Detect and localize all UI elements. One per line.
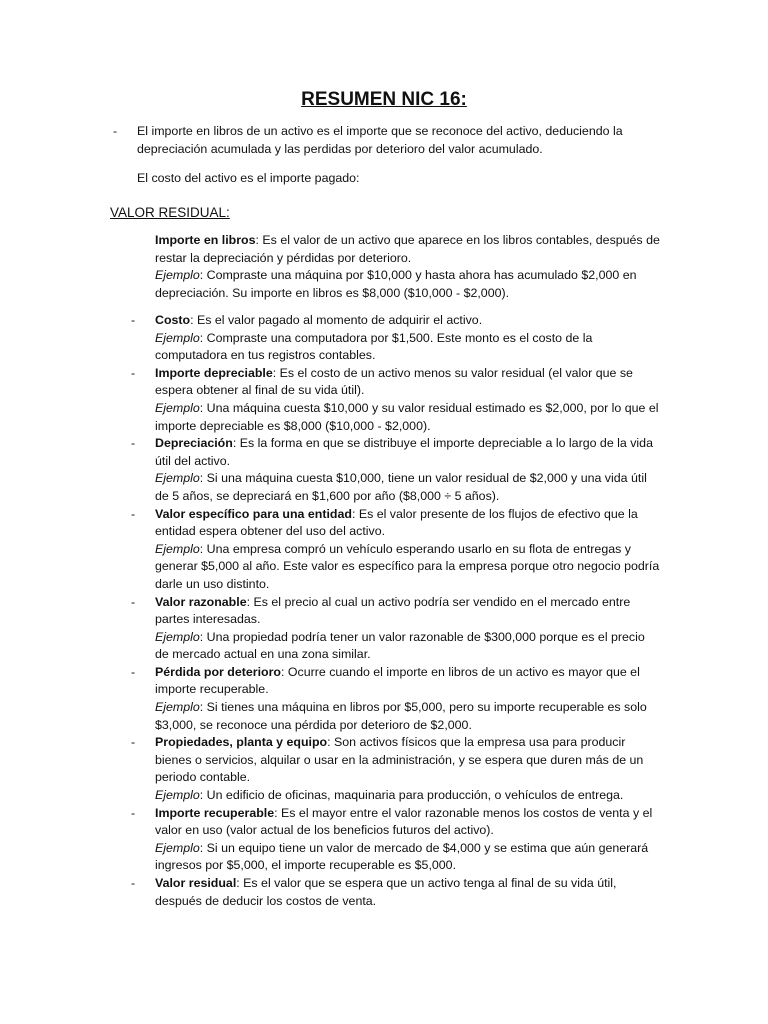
definition-text: : Es el precio al cual un activo podría ser vendido en el mercado entre partes interesadas. <box>155 594 631 627</box>
example-label: Ejemplo <box>155 330 200 345</box>
example-text: : Si una máquina cuesta $10,000, tiene un valor residual de $2,000 y una vida útil de 5 años, se depreciará en $1,600 por año ($8,000 ÷ 5 años). <box>155 471 647 503</box>
definition-term: Propiedades, planta y equipo <box>155 735 328 750</box>
example-line <box>155 400 661 435</box>
example-label: Ejemplo <box>155 400 200 415</box>
definition-term: Importe en libros <box>155 233 256 247</box>
list-bullet: - <box>131 805 136 820</box>
definition-line <box>155 506 661 541</box>
definition-line <box>155 232 660 267</box>
definition-text: : Es el valor que se espera que un activo tenga al final de su vida útil, después de deducir los costos de venta. <box>155 876 617 908</box>
example-text: : Si un equipo tiene un valor de mercado de $4,000 y se estima que aún generará ingresos por $5,000, el importe recuperable es $5,000. <box>155 840 649 873</box>
list-bullet: - <box>131 594 136 609</box>
example-line <box>155 787 661 805</box>
example-line <box>155 541 661 594</box>
example-label: Ejemplo <box>155 268 200 283</box>
definition-item-costo <box>131 312 661 365</box>
definition-text: : Es el costo de un activo menos su valor residual (el valor que se espera obtener al final de su vida útil). <box>155 365 633 398</box>
definition-term: Pérdida por deterioro <box>155 664 281 679</box>
example-text: : Una empresa compró un vehículo esperando usarlo en su flota de entregas y generar $5,000 al año. Este valor es específico para la empresa porque otro negocio podría darle un uso distinto. <box>155 541 660 591</box>
example-text: : Compraste una máquina por $10,000 y hasta ahora has acumulado $2,000 en depreciación. Su importe en libros es $8,000 ($10,000 - $2,000). <box>155 268 637 300</box>
definition-text: : Es el valor presente de los flujos de efectivo que la entidad espera obtener del uso del activo. <box>155 506 638 539</box>
definition-line <box>155 594 661 629</box>
definition-item-propiedades-planta-equipo <box>131 734 661 804</box>
list-bullet: - <box>131 506 136 521</box>
definition-term: Importe recuperable <box>155 805 275 820</box>
definition-term: Valor específico para una entidad <box>155 506 352 521</box>
example-text: : Una propiedad podría tener un valor razonable de $300,000 porque es el precio de mercado actual en una zona similar. <box>155 629 645 662</box>
intro-paragraph <box>113 123 653 158</box>
definition-item-valor-razonable <box>131 594 661 664</box>
example-line <box>155 330 661 365</box>
definition-item-depreciacion <box>131 435 661 505</box>
example-line <box>155 699 661 734</box>
definition-term: Valor residual <box>155 876 237 890</box>
intro-text: El importe en libros de un activo es el importe que se reconoce del activo, deduciendo la depreciación acumulada y las perdidas por deterioro del valor acumulado. <box>137 124 623 156</box>
example-label: Ejemplo <box>155 840 200 855</box>
definition-text: : Es el valor de un activo que aparece en los libros contables, después de restar la depreciación y pérdidas por deterioro. <box>155 233 660 265</box>
definitions-list <box>131 312 661 910</box>
definition-text: : Es el valor pagado al momento de adquirir el activo. <box>190 313 483 327</box>
definition-item-valor-residual <box>131 875 661 910</box>
list-bullet: - <box>131 876 136 890</box>
definition-line <box>155 805 661 840</box>
definition-item-importe-depreciable <box>131 365 661 435</box>
example-text: : Una máquina cuesta $10,000 y su valor residual estimado es $2,000, por lo que el importe depreciable es $8,000 ($10,000 - $2,000). <box>155 400 659 433</box>
definition-importe-en-libros <box>155 232 660 302</box>
definition-term: Depreciación <box>155 436 233 451</box>
example-line <box>155 267 660 302</box>
example-label: Ejemplo <box>155 629 200 644</box>
definition-item-perdida-por-deterioro <box>131 664 661 734</box>
definition-term: Importe depreciable <box>155 365 273 380</box>
list-bullet: - <box>131 313 136 327</box>
definition-line <box>155 435 661 470</box>
definition-text: : Es el mayor entre el valor razonable menos los costos de venta y el valor en uso (valor actual de los beneficios futuros del activo). <box>155 805 653 838</box>
definition-line <box>155 734 661 787</box>
definition-term: Costo <box>155 313 191 327</box>
list-bullet: - <box>131 735 136 750</box>
definition-line <box>155 875 661 910</box>
definition-line <box>155 312 661 330</box>
definition-term: Valor razonable <box>155 594 247 609</box>
definition-item-importe-recuperable <box>131 805 661 875</box>
cost-line: El costo del activo es el importe pagado: <box>137 171 360 185</box>
example-label: Ejemplo <box>155 700 200 715</box>
example-label: Ejemplo <box>155 541 200 556</box>
definition-text: : Ocurre cuando el importe en libros de un activo es mayor que el importe recuperable. <box>155 664 640 697</box>
example-line <box>155 840 661 875</box>
list-bullet: - <box>131 365 136 380</box>
example-line <box>155 629 661 664</box>
example-label: Ejemplo <box>155 471 200 486</box>
list-bullet: - <box>131 436 136 451</box>
definition-line <box>155 664 661 699</box>
example-text: : Un edificio de oficinas, maquinaria para producción, o vehículos de entrega. <box>199 788 624 803</box>
example-text: : Compraste una computadora por $1,500. Este monto es el costo de la computadora en tus registros contables. <box>155 330 593 363</box>
example-label: Ejemplo <box>155 788 200 803</box>
list-bullet: - <box>131 664 136 679</box>
example-text: : Si tienes una máquina en libros por $5,000, pero su importe recuperable es solo $3,000, se reconoce una pérdida por deterioro de $2,000. <box>155 700 647 732</box>
definition-text: : Es la forma en que se distribuye el importe depreciable a lo largo de la vida útil del activo. <box>155 436 653 468</box>
example-line <box>155 470 661 505</box>
definition-line <box>155 365 661 400</box>
intro-bullet: - <box>113 124 118 138</box>
definition-text: : Son activos físicos que la empresa usa para producir bienes o servicios, alquilar o usar en la administración, y se espera que duren más de un periodo contable. <box>155 735 644 785</box>
definition-item-valor-especifico <box>131 506 661 594</box>
document-title: RESUMEN NIC 16: <box>301 89 467 110</box>
section-heading: VALOR RESIDUAL: <box>110 205 230 220</box>
